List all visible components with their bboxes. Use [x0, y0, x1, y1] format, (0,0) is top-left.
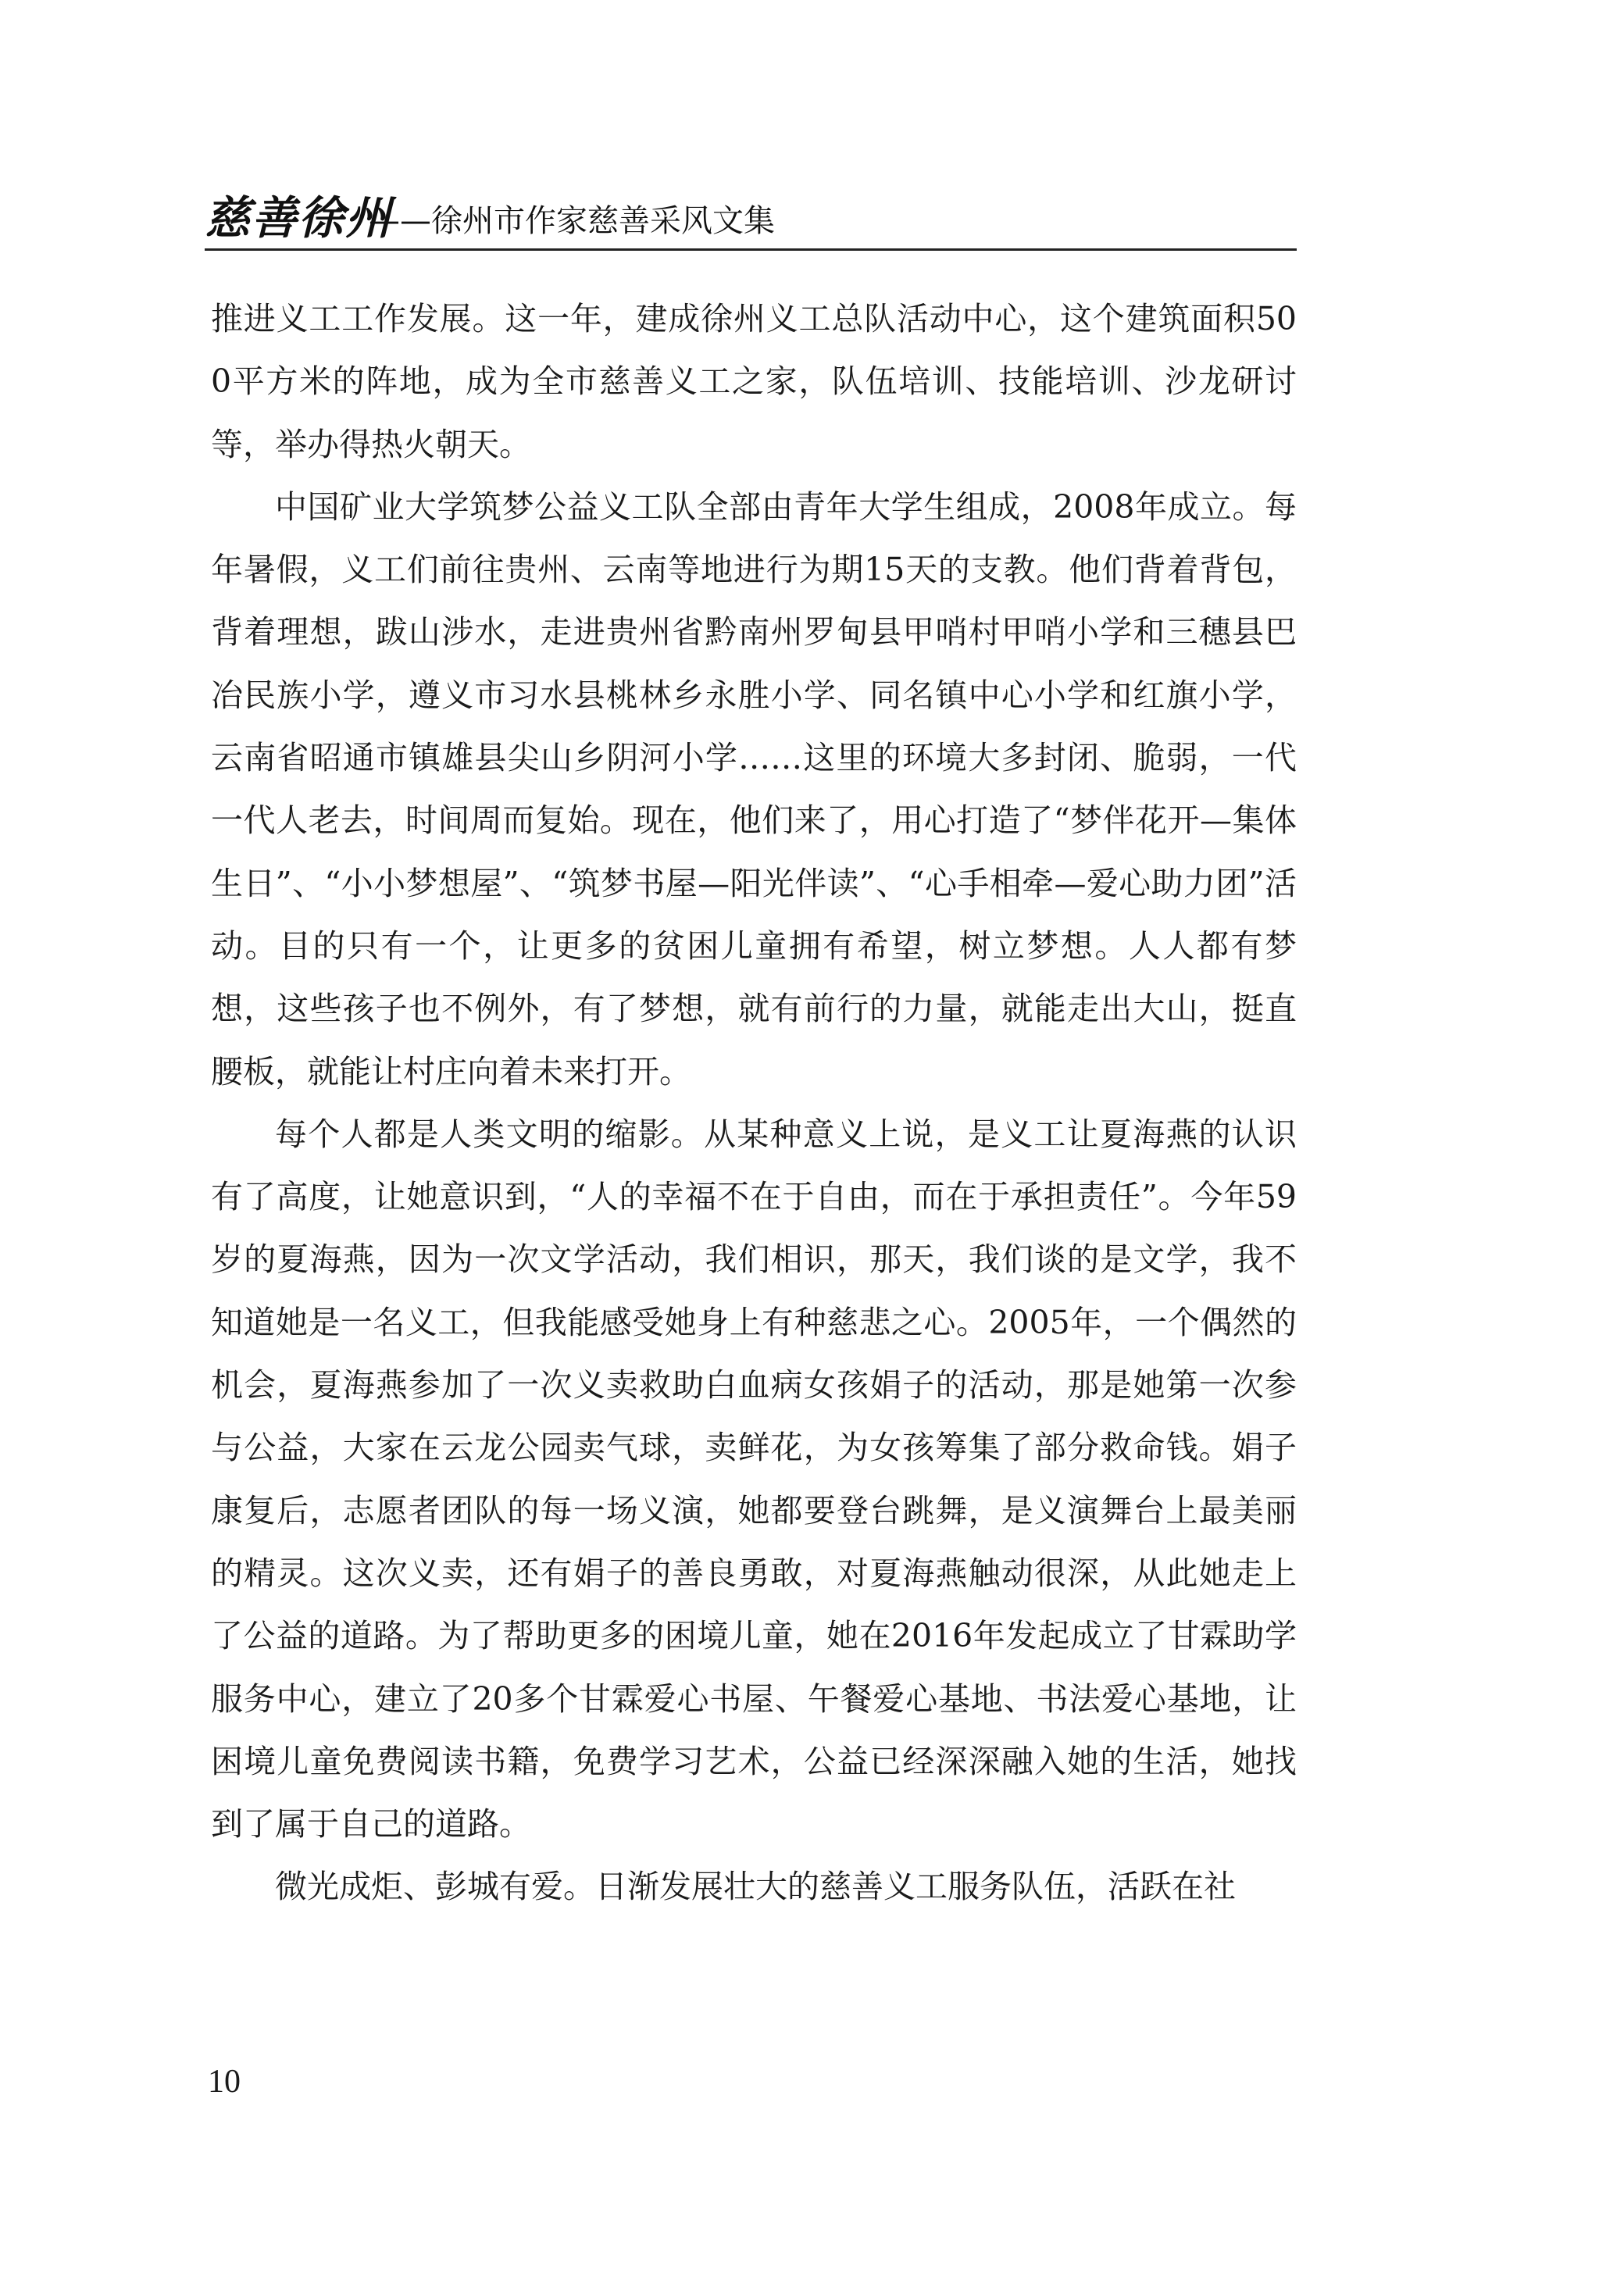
page-number: 10 [208, 2064, 241, 2100]
paragraph-3: 每个人都是人类文明的缩影。从某种意义上说，是义工让夏海燕的认识有了高度，让她意识到，“人的幸福不在于自由，而在于承担责任”。今年59岁的夏海燕，因为一次文学活动，我们相识，那天，我们谈的是文学，我不知道她是一名义工，但我能感受她身上有种慈悲之心。2005年，一个偶然的机会，夏海燕参加了一次义卖救助白血病女孩娟子的活动，那是她第一次参与公益，大家在云龙公园卖气球，卖鲜花，为女孩筹集了部分救命钱。娟子康复后，志愿者团队的每一场义演，她都要登台跳舞，是义演舞台上最美丽的精灵。这次义卖，还有娟子的善良勇敢，对夏海燕触动很深，从此她走上了公益的道路。为了帮助更多的困境儿童，她在2016年发起成立了甘霖助学服务中心，建立了20多个甘霖爱心书屋、午餐爱心基地、书法爱心基地，让困境儿童免费阅读书籍，免费学习艺术，公益已经深深融入她的生活，她找到了属于自己的道路。 [211, 1115, 1297, 1843]
book-subtitle: ——徐州市作家慈善采风文集 [369, 203, 775, 239]
running-header [205, 186, 1454, 248]
paragraph-1: 推进义工工作发展。这一年，建成徐州义工总队活动中心，这个建筑面积500平方米的阵地，成为全市慈善义工之家，队伍培训、技能培训、沙龙研讨等，举办得热火朝天。 [211, 300, 1297, 463]
paragraph-4: 微光成炬、彭城有爱。日渐发展壮大的慈善义工服务队伍，活跃在社 [275, 1868, 1236, 1906]
paragraph-2: 中国矿业大学筑梦公益义工队全部由青年大学生组成，2008年成立。每年暑假，义工们前往贵州、云南等地进行为期15天的支教。他们背着背包，背着理想，跋山涉水，走进贵州省黔南州罗甸县甲哨村甲哨小学和三穗县巴冶民族小学，遵义市习水县桃林乡永胜小学、同名镇中心小学和红旗小学，云南省昭通市镇雄县尖山乡阴河小学……这里的环境大多封闭、脆弱，一代一代人老去，时间周而复始。现在，他们来了，用心打造了“梦伴花开—集体生日”、“小小梦想屋”、“筑梦书屋—阳光伴读”、“心手相牵—爱心助力团”活动。目的只有一个，让更多的贫困儿童拥有希望，树立梦想。人人都有梦想，这些孩子也不例外，有了梦想，就有前行的力量，就能走出大山，挺直腰板，就能让村庄向着未来打开。 [211, 487, 1297, 1090]
body-text [211, 287, 1297, 1918]
header-divider [205, 248, 1297, 251]
book-logo-calligraphy: 慈善徐州 [205, 191, 393, 244]
